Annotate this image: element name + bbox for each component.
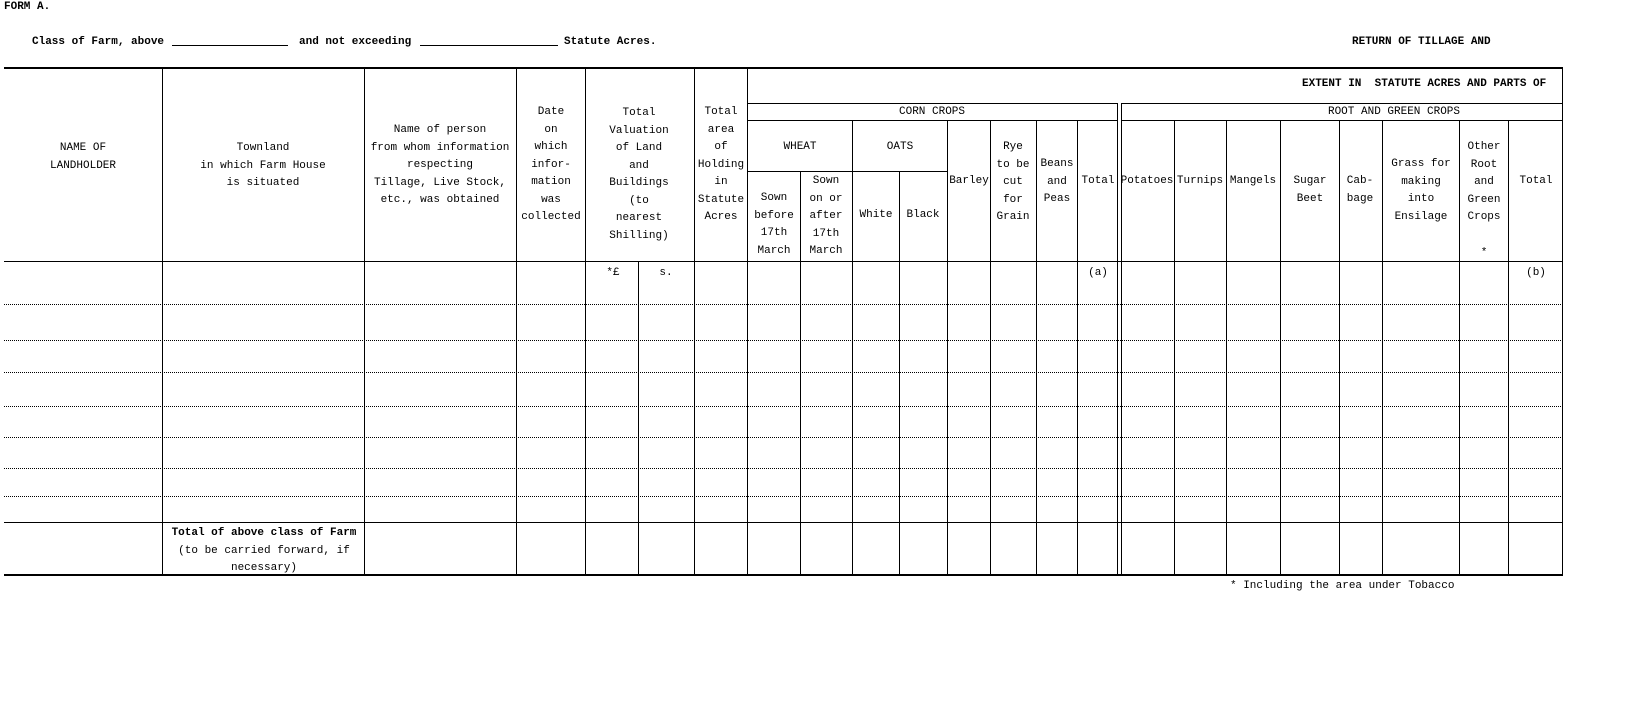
- header-date-line: on: [544, 123, 558, 136]
- header-sown-before-line: Sown: [760, 192, 788, 204]
- root-crops-title: ROOT AND GREEN CROPS: [1327, 106, 1461, 118]
- header-valuation-line: (to: [629, 194, 649, 207]
- header-sugar-beet-line: Beet: [1296, 192, 1324, 205]
- entry-line: [4, 496, 1563, 497]
- header-holding-line: Statute: [697, 193, 745, 206]
- class-middle: and not exceeding: [299, 36, 412, 48]
- header-informant-line: respecting: [406, 159, 473, 171]
- header-other-crops-line: and: [1474, 176, 1494, 188]
- class-upper-blank: [420, 45, 558, 46]
- header-other-crops: [1467, 139, 1500, 227]
- header-sown-before-line: before: [754, 209, 794, 222]
- header-bottom-rule: [4, 261, 1563, 262]
- header-valuation-line: of Land: [615, 142, 663, 154]
- form-label: FORM A.: [4, 1, 51, 13]
- header-sown-before-line: 17th: [760, 227, 788, 239]
- col-rule-rye: [990, 120, 991, 576]
- total-row-label: [172, 525, 357, 578]
- col-rule-oats: [852, 120, 853, 576]
- corn-total-ref: (a): [1088, 267, 1108, 279]
- header-root-total: Total: [1519, 175, 1553, 187]
- total-row-line: necessary): [230, 562, 297, 574]
- header-date-line: mation: [531, 176, 571, 188]
- col-rule-grass: [1382, 120, 1383, 576]
- col-rule-townland: [162, 67, 163, 576]
- total-row-line: Total of above class of Farm: [171, 527, 357, 539]
- header-informant-line: from whom information: [370, 141, 510, 154]
- entry-line: [4, 468, 1563, 469]
- class-lower-blank: [172, 45, 288, 46]
- col-rule-sugar-beet: [1280, 120, 1281, 576]
- header-informant: [371, 122, 510, 210]
- total-row-rule: [4, 522, 1563, 523]
- header-landholder-line: NAME OF: [59, 142, 107, 154]
- header-sugar-beet-line: Sugar: [1293, 175, 1327, 187]
- header-grass-line: into: [1407, 193, 1435, 205]
- entry-line: [4, 340, 1563, 341]
- col-rule-barley: [947, 120, 948, 576]
- col-rule-sown-after: [800, 171, 801, 576]
- header-date-line: Date: [537, 106, 565, 118]
- header-rye: [996, 139, 1029, 227]
- header-corn-total: Total: [1081, 175, 1115, 187]
- col-rule-black: [899, 171, 900, 576]
- header-townland: [200, 140, 325, 193]
- header-sown-after-line: March: [809, 245, 843, 257]
- header-grass: [1391, 156, 1450, 226]
- header-townland-line: is situated: [226, 177, 300, 189]
- header-sown-before: [754, 190, 794, 260]
- col-rule-turnips: [1174, 120, 1175, 576]
- header-cabbage-line: bage: [1346, 192, 1374, 205]
- header-barley: Barley: [949, 175, 989, 187]
- col-rule-informant: [364, 67, 365, 576]
- header-holding-line: Acres: [704, 211, 738, 223]
- header-valuation-line: Shilling): [609, 229, 669, 242]
- return-title: RETURN OF TILLAGE AND: [1352, 36, 1491, 48]
- header-townland-line: in which Farm House: [200, 159, 326, 172]
- header-beans-line: and: [1047, 175, 1067, 188]
- header-sown-after: [809, 173, 842, 261]
- header-mangels: Mangels: [1229, 175, 1277, 187]
- header-sown-after-line: 17th: [812, 227, 840, 240]
- header-date-line: was: [541, 193, 561, 206]
- header-informant-line: etc., was obtained: [380, 194, 500, 206]
- wheat-oats-rule: [748, 171, 947, 172]
- header-beans-line: Peas: [1043, 193, 1071, 205]
- entry-line: [4, 437, 1563, 438]
- header-holding: [698, 104, 744, 227]
- header-rye-line: Grain: [996, 211, 1030, 223]
- header-valuation-line: Total: [622, 107, 656, 119]
- header-date-line: collected: [521, 211, 581, 223]
- header-wheat: WHEAT: [783, 141, 817, 153]
- header-turnips: Turnips: [1176, 175, 1224, 187]
- header-holding-line: Total: [704, 106, 738, 118]
- header-valuation-line: nearest: [615, 212, 663, 224]
- header-holding-line: of: [714, 141, 728, 153]
- col-rule-holding: [694, 67, 695, 576]
- header-other-crops-line: Crops: [1467, 211, 1501, 223]
- header-other-crops-line: Green: [1467, 193, 1501, 206]
- header-informant-line: Tillage, Live Stock,: [373, 176, 507, 189]
- class-suffix: Statute Acres.: [564, 36, 657, 48]
- tobacco-footnote: * Including the area under Tobacco: [1230, 580, 1455, 592]
- col-rule-shillings: [638, 261, 639, 576]
- header-sown-after-line: after: [809, 210, 843, 222]
- table-top-rule: [4, 67, 1563, 69]
- header-grass-line: making: [1401, 175, 1441, 188]
- root-total-ref: (b): [1526, 267, 1546, 279]
- col-rule-valuation: [585, 67, 586, 576]
- other-crops-footnote-mark: *: [1480, 247, 1488, 259]
- header-rye-line: to be: [996, 158, 1030, 171]
- col-rule-cabbage: [1339, 120, 1340, 576]
- corn-crops-title: CORN CROPS: [898, 106, 966, 118]
- header-informant-line: Name of person: [393, 124, 487, 136]
- header-sown-after-line: Sown: [812, 175, 840, 187]
- header-landholder-line: LANDHOLDER: [49, 159, 117, 172]
- header-date-line: which: [534, 141, 568, 153]
- header-date-line: infor-: [531, 158, 571, 171]
- col-rule-beans: [1036, 120, 1037, 576]
- header-white: White: [859, 209, 893, 221]
- header-valuation-line: Valuation: [609, 124, 669, 137]
- header-date: [521, 104, 580, 227]
- col-rule-corn-total: [1077, 120, 1078, 576]
- header-valuation: [609, 105, 668, 245]
- header-cabbage-line: Cab-: [1346, 175, 1374, 187]
- class-prefix: Class of Farm, above: [32, 36, 165, 48]
- header-beans-line: Beans: [1040, 158, 1074, 170]
- header-grass-line: Ensilage: [1394, 210, 1448, 223]
- header-black: Black: [906, 209, 940, 221]
- header-holding-line: in: [714, 176, 728, 188]
- unit-pounds: *£: [606, 267, 620, 279]
- header-sugar-beet: [1293, 173, 1326, 208]
- header-grass-line: Grass for: [1391, 158, 1451, 170]
- unit-shillings: s.: [659, 267, 673, 279]
- col-rule-root-total: [1508, 120, 1509, 576]
- header-other-crops-line: Root: [1470, 158, 1498, 171]
- entry-line: [4, 406, 1563, 407]
- header-rye-line: Rye: [1003, 141, 1023, 153]
- header-holding-line: Holding: [697, 158, 745, 171]
- total-row-line: (to be carried forward, if: [178, 544, 350, 557]
- header-valuation-line: Buildings: [609, 177, 669, 189]
- header-holding-line: area: [707, 123, 735, 136]
- entry-line: [4, 372, 1563, 373]
- header-rye-line: for: [1003, 193, 1023, 206]
- header-beans: [1040, 156, 1073, 209]
- header-landholder: [50, 140, 116, 175]
- col-rule-right-edge: [1562, 67, 1563, 576]
- header-sown-before-line: March: [757, 244, 791, 257]
- header-valuation-line: and: [629, 159, 649, 172]
- header-cabbage: [1347, 173, 1373, 208]
- header-oats: OATS: [886, 141, 914, 153]
- header-rye-line: cut: [1003, 176, 1023, 188]
- col-rule-extent: [747, 67, 748, 576]
- col-rule-mangels: [1226, 120, 1227, 576]
- extent-title: EXTENT IN STATUTE ACRES AND PARTS OF: [1302, 78, 1547, 90]
- col-rule-other: [1459, 120, 1460, 576]
- entry-line: [4, 304, 1563, 305]
- header-other-crops-line: Other: [1467, 141, 1501, 153]
- header-sown-after-line: on or: [809, 192, 843, 205]
- header-townland-line: Townland: [236, 142, 290, 154]
- col-rule-date: [516, 67, 517, 576]
- header-potatoes: Potatoes: [1120, 175, 1174, 187]
